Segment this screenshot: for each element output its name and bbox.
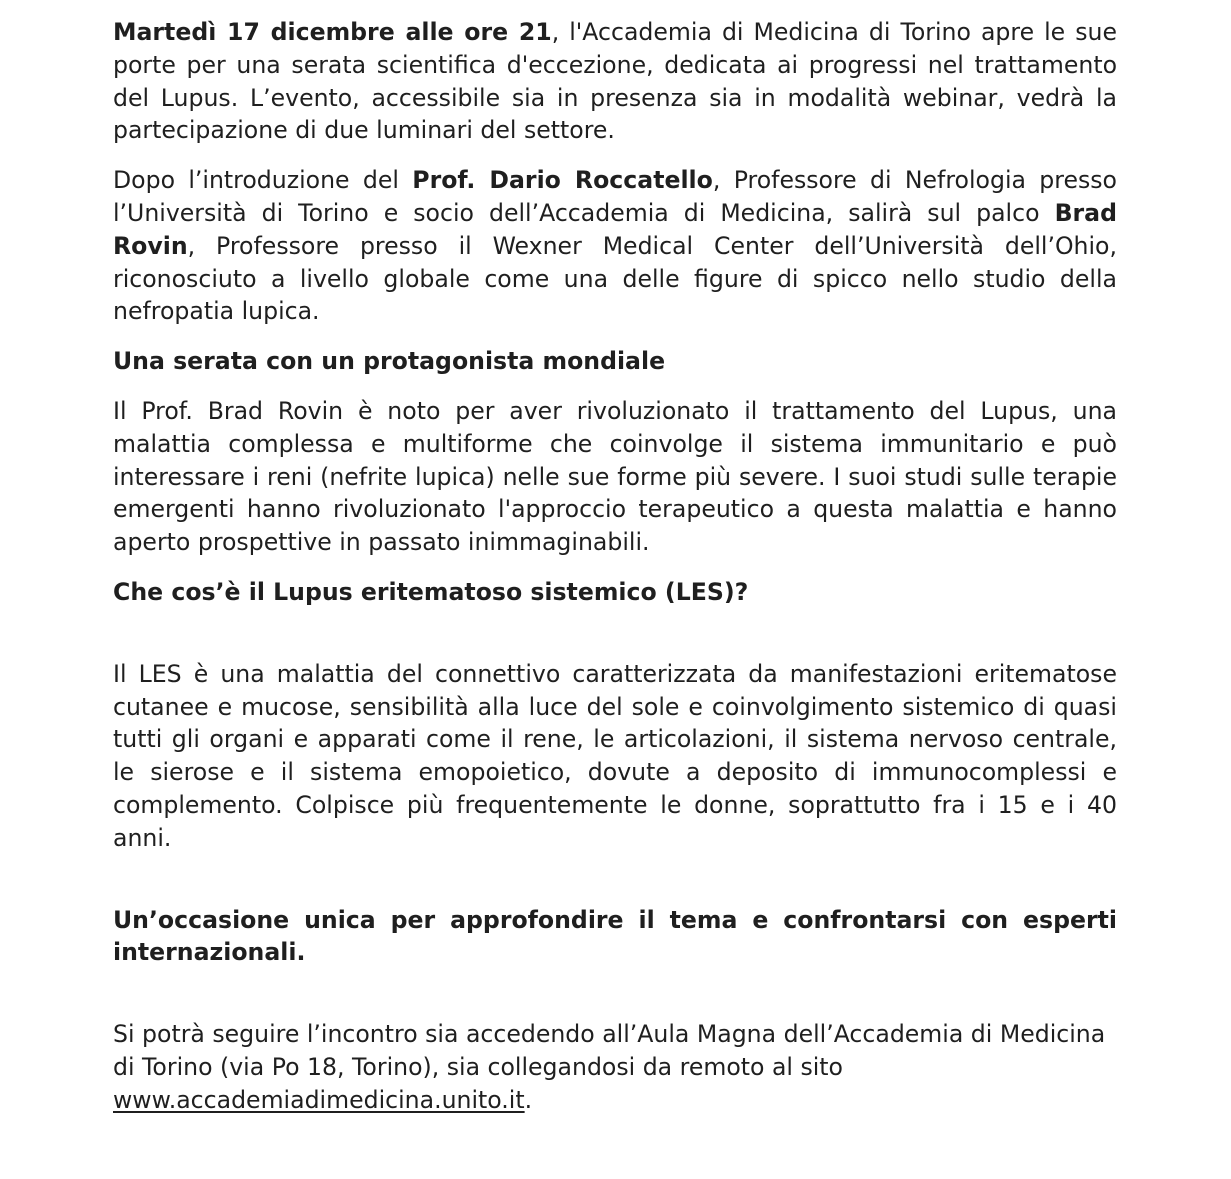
speakers-text-3: , Professore presso il Wexner Medical Center dell’Università dell’Ohio, riconosciuto a livello globale come una delle figure di spicco nello studio della nefropatia lupica. [113, 231, 1117, 326]
les-paragraph: Il LES è una malattia del connettivo caratterizzata da manifestazioni eritematose cutanee e mucose, sensibilità alla luce del sole e coinvolgimento sistemico di quasi tutti gli organi e apparati come il rene, le articolazioni, il sistema nervoso centrale, le sierose e il sistema emopoietico, dovute a deposito di immunocomplessi e complemento. Colpisce più frequentemente le donne, soprattutto fra i 15 e i 40 anni. [113, 659, 1117, 852]
occasione-heading: Un’occasione unica per approfondire il tema e confrontarsi con esperti internazionali. [113, 905, 1117, 967]
speakers-paragraph [113, 164, 1117, 328]
info-text: Si potrà seguire l’incontro sia accedendo all’Aula Magna dell’Accademia di Medicina di Torino (via Po 18, Torino), sia collegandosi da remoto al sito [113, 1020, 1106, 1081]
speaker-rovin: Brad Rovin [113, 198, 1117, 260]
section-heading-les: Che cos’è il Lupus eritematoso sistemico (LES)? [113, 577, 749, 606]
info-paragraph [113, 1018, 1117, 1116]
speaker-roccatello: Prof. Dario Roccatello [412, 166, 713, 195]
info-trailing: . [524, 1085, 533, 1114]
document-page [113, 16, 1117, 1117]
event-date: Martedì 17 dicembre alle ore 21 [113, 18, 552, 46]
intro-text: , l'Accademia di Medicina di Torino apre le sue porte per una serata scientifica d'eccezione, dedicata ai progressi nel trattamento del Lupus. L’evento, accessibile sia in presenza sia in modalità webinar, vedrà la partecipazione di due luminari del settore. [113, 18, 1117, 145]
website-link[interactable]: www.accademiadimedicina.unito.it [113, 1085, 525, 1114]
speakers-text-2: , Professore di Nefrologia presso l’Università di Torino e socio dell’Accademia di Medicina, salirà sul palco [113, 166, 1117, 227]
speakers-text-1: Dopo l’introduzione del [113, 166, 413, 195]
serata-paragraph: Il Prof. Brad Rovin è noto per aver rivoluzionato il trattamento del Lupus, una malattia complessa e multiforme che coinvolge il sistema immunitario e può interessare i reni (nefrite lupica) nelle sue forme più severe. I suoi studi sulle terapie emergenti hanno rivoluzionato l'approccio terapeutico a questa malattia e hanno aperto prospettive in passato inimmaginabili. [113, 396, 1117, 557]
intro-paragraph [113, 16, 1117, 147]
section-heading-serata: Una serata con un protagonista mondiale [113, 347, 666, 376]
